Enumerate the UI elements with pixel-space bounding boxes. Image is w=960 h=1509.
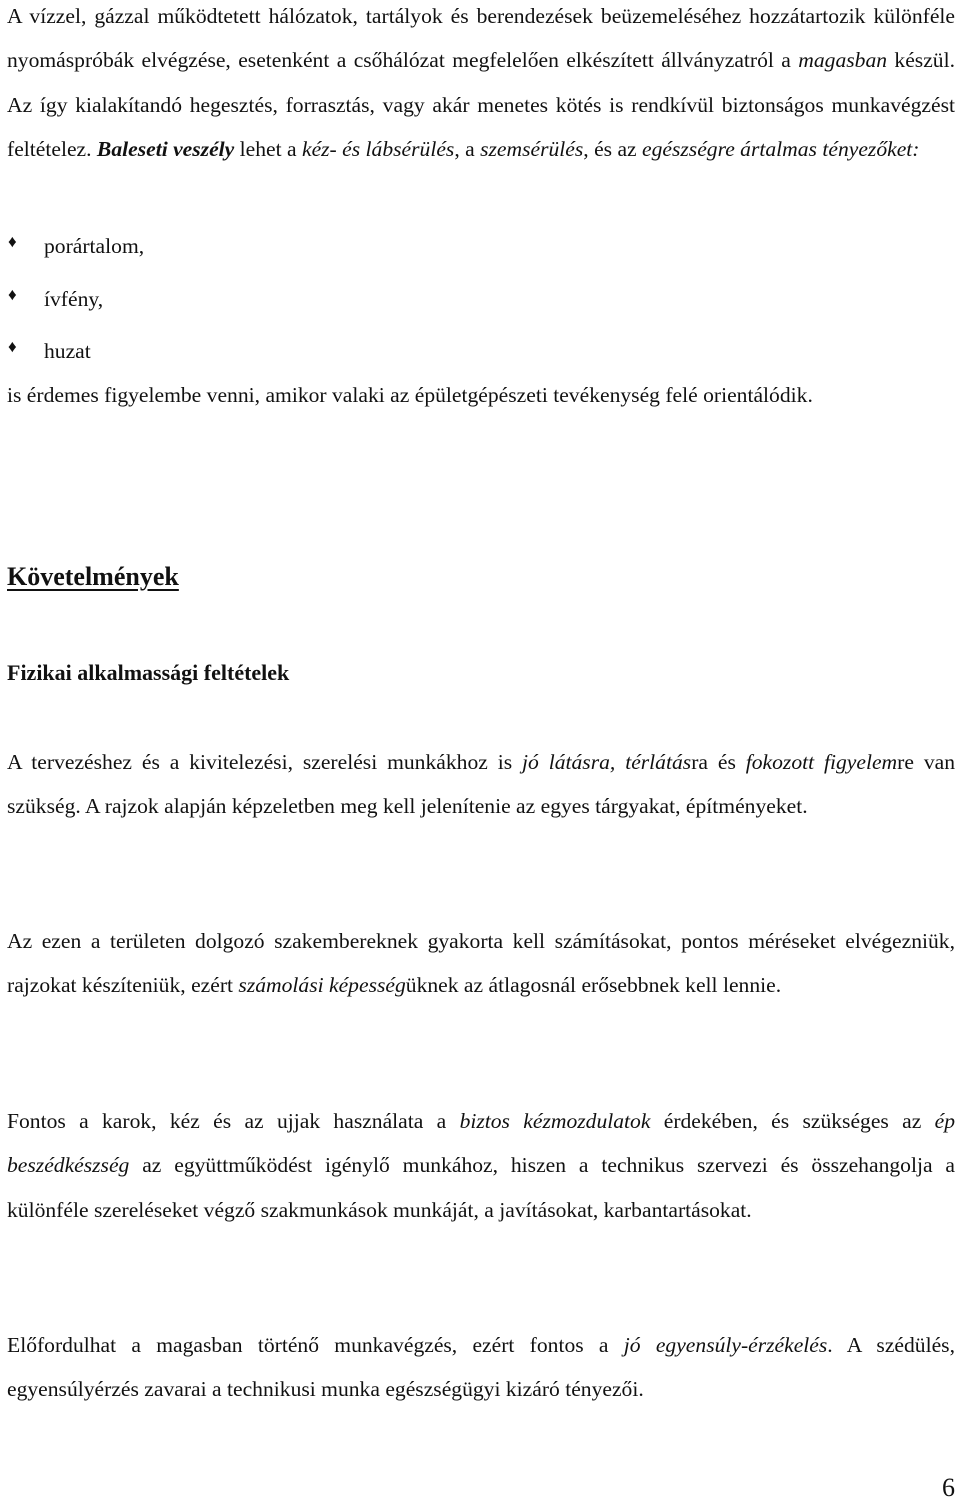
page-number: 6 — [942, 1473, 955, 1502]
text-run: ra és — [691, 750, 746, 774]
list-item-text: porártalom, — [44, 234, 145, 258]
subsection-heading: Fizikai alkalmassági feltételek — [7, 660, 290, 685]
emphasis-magasban: magasban — [798, 48, 888, 73]
calculation-paragraph — [7, 919, 955, 1008]
text-run: A tervezéshez és a kivitelezési, szerelési munkákhoz is — [7, 750, 523, 774]
text-run: A vízzel, gázzal működtetett hálózatok, tartályok és berendezések beüzemeléséhez hozzátartozik különféle nyomáspróbák elvégzése, esetenként a csőhálózat megfelelően elkészített állványzatról a — [7, 4, 955, 73]
text-run: , és az — [583, 137, 643, 162]
diamond-bullet-icon: ♦ — [8, 232, 17, 251]
emphasis-attention: fokozott figyelem — [745, 750, 898, 774]
emphasis-hand-movements: biztos kézmozdulatok — [459, 1109, 651, 1133]
vision-paragraph — [7, 740, 955, 829]
text-run: az együttműködést igénylő munkához, hiszen a technikus szervezi és összehangolja a különféle szereléseket végző szakmunkások munkáját, a javításokat, karbantartásokat. — [7, 1153, 955, 1222]
diamond-bullet-icon: ♦ — [8, 284, 17, 304]
emphasis-baleseti-veszely: Baleseti veszély — [96, 137, 235, 162]
text-run: Az ezen a területen dolgozó szakembereknek gyakorta kell számításokat, pontos méréseket elvégezniük, rajzokat készíteniük, ezért — [7, 929, 955, 998]
list-item — [7, 224, 955, 277]
text-run: Előfordulhat a magasban történő munkavégzés, ezért fontos a — [7, 1333, 624, 1357]
emphasis-eye-injury: szemsérülés — [480, 137, 584, 162]
section-heading: Követelmények — [7, 562, 179, 591]
text-run: re van szükség. A rajzok alapján képzeletben meg kell jelenítenie az egyes tárgyakat, építményeket. — [7, 750, 956, 819]
emphasis-calculation: számolási képesség — [238, 973, 406, 998]
hazard-list — [7, 224, 955, 382]
list-item-text: huzat — [44, 339, 91, 363]
text-run: Fontos a karok, kéz és az ujjak használata a — [7, 1109, 460, 1133]
list-item — [7, 277, 955, 330]
balance-paragraph — [7, 1323, 955, 1412]
emphasis-balance: jó egyensúly-érzékelés — [623, 1333, 828, 1357]
continuation-paragraph: is érdemes figyelembe venni, amikor valaki az épületgépészeti tevékenység felé orientálódik. — [7, 383, 813, 407]
text-run: készül. Az így kialakítandó hegesztés, forrasztás, vagy akár menetes kötés is rendkívül biztonságos munkavégzést feltételez. — [7, 48, 955, 162]
emphasis-harmful-factors: egészségre ártalmas tényezőket: — [642, 137, 920, 162]
dexterity-paragraph — [7, 1099, 955, 1232]
text-run: üknek az átlagosnál erősebbnek kell lennie. — [405, 973, 782, 998]
emphasis-injury: kéz- és lábsérülés — [301, 137, 455, 162]
diamond-bullet-icon: ♦ — [8, 337, 17, 356]
emphasis-speech: ép beszédkészség — [7, 1109, 955, 1178]
text-run: . A szédülés, egyensúlyérzés zavarai a technikusi munka egészségügyi kizáró tényezői. — [7, 1333, 955, 1402]
text-run: , a — [454, 137, 481, 162]
text-run: lehet a — [234, 137, 302, 162]
intro-paragraph — [7, 0, 955, 172]
emphasis-vision: jó látásra, térlátás — [522, 750, 692, 774]
text-run: érdekében, és szükséges az — [650, 1109, 935, 1133]
list-item-text: ívfény, — [44, 286, 104, 311]
